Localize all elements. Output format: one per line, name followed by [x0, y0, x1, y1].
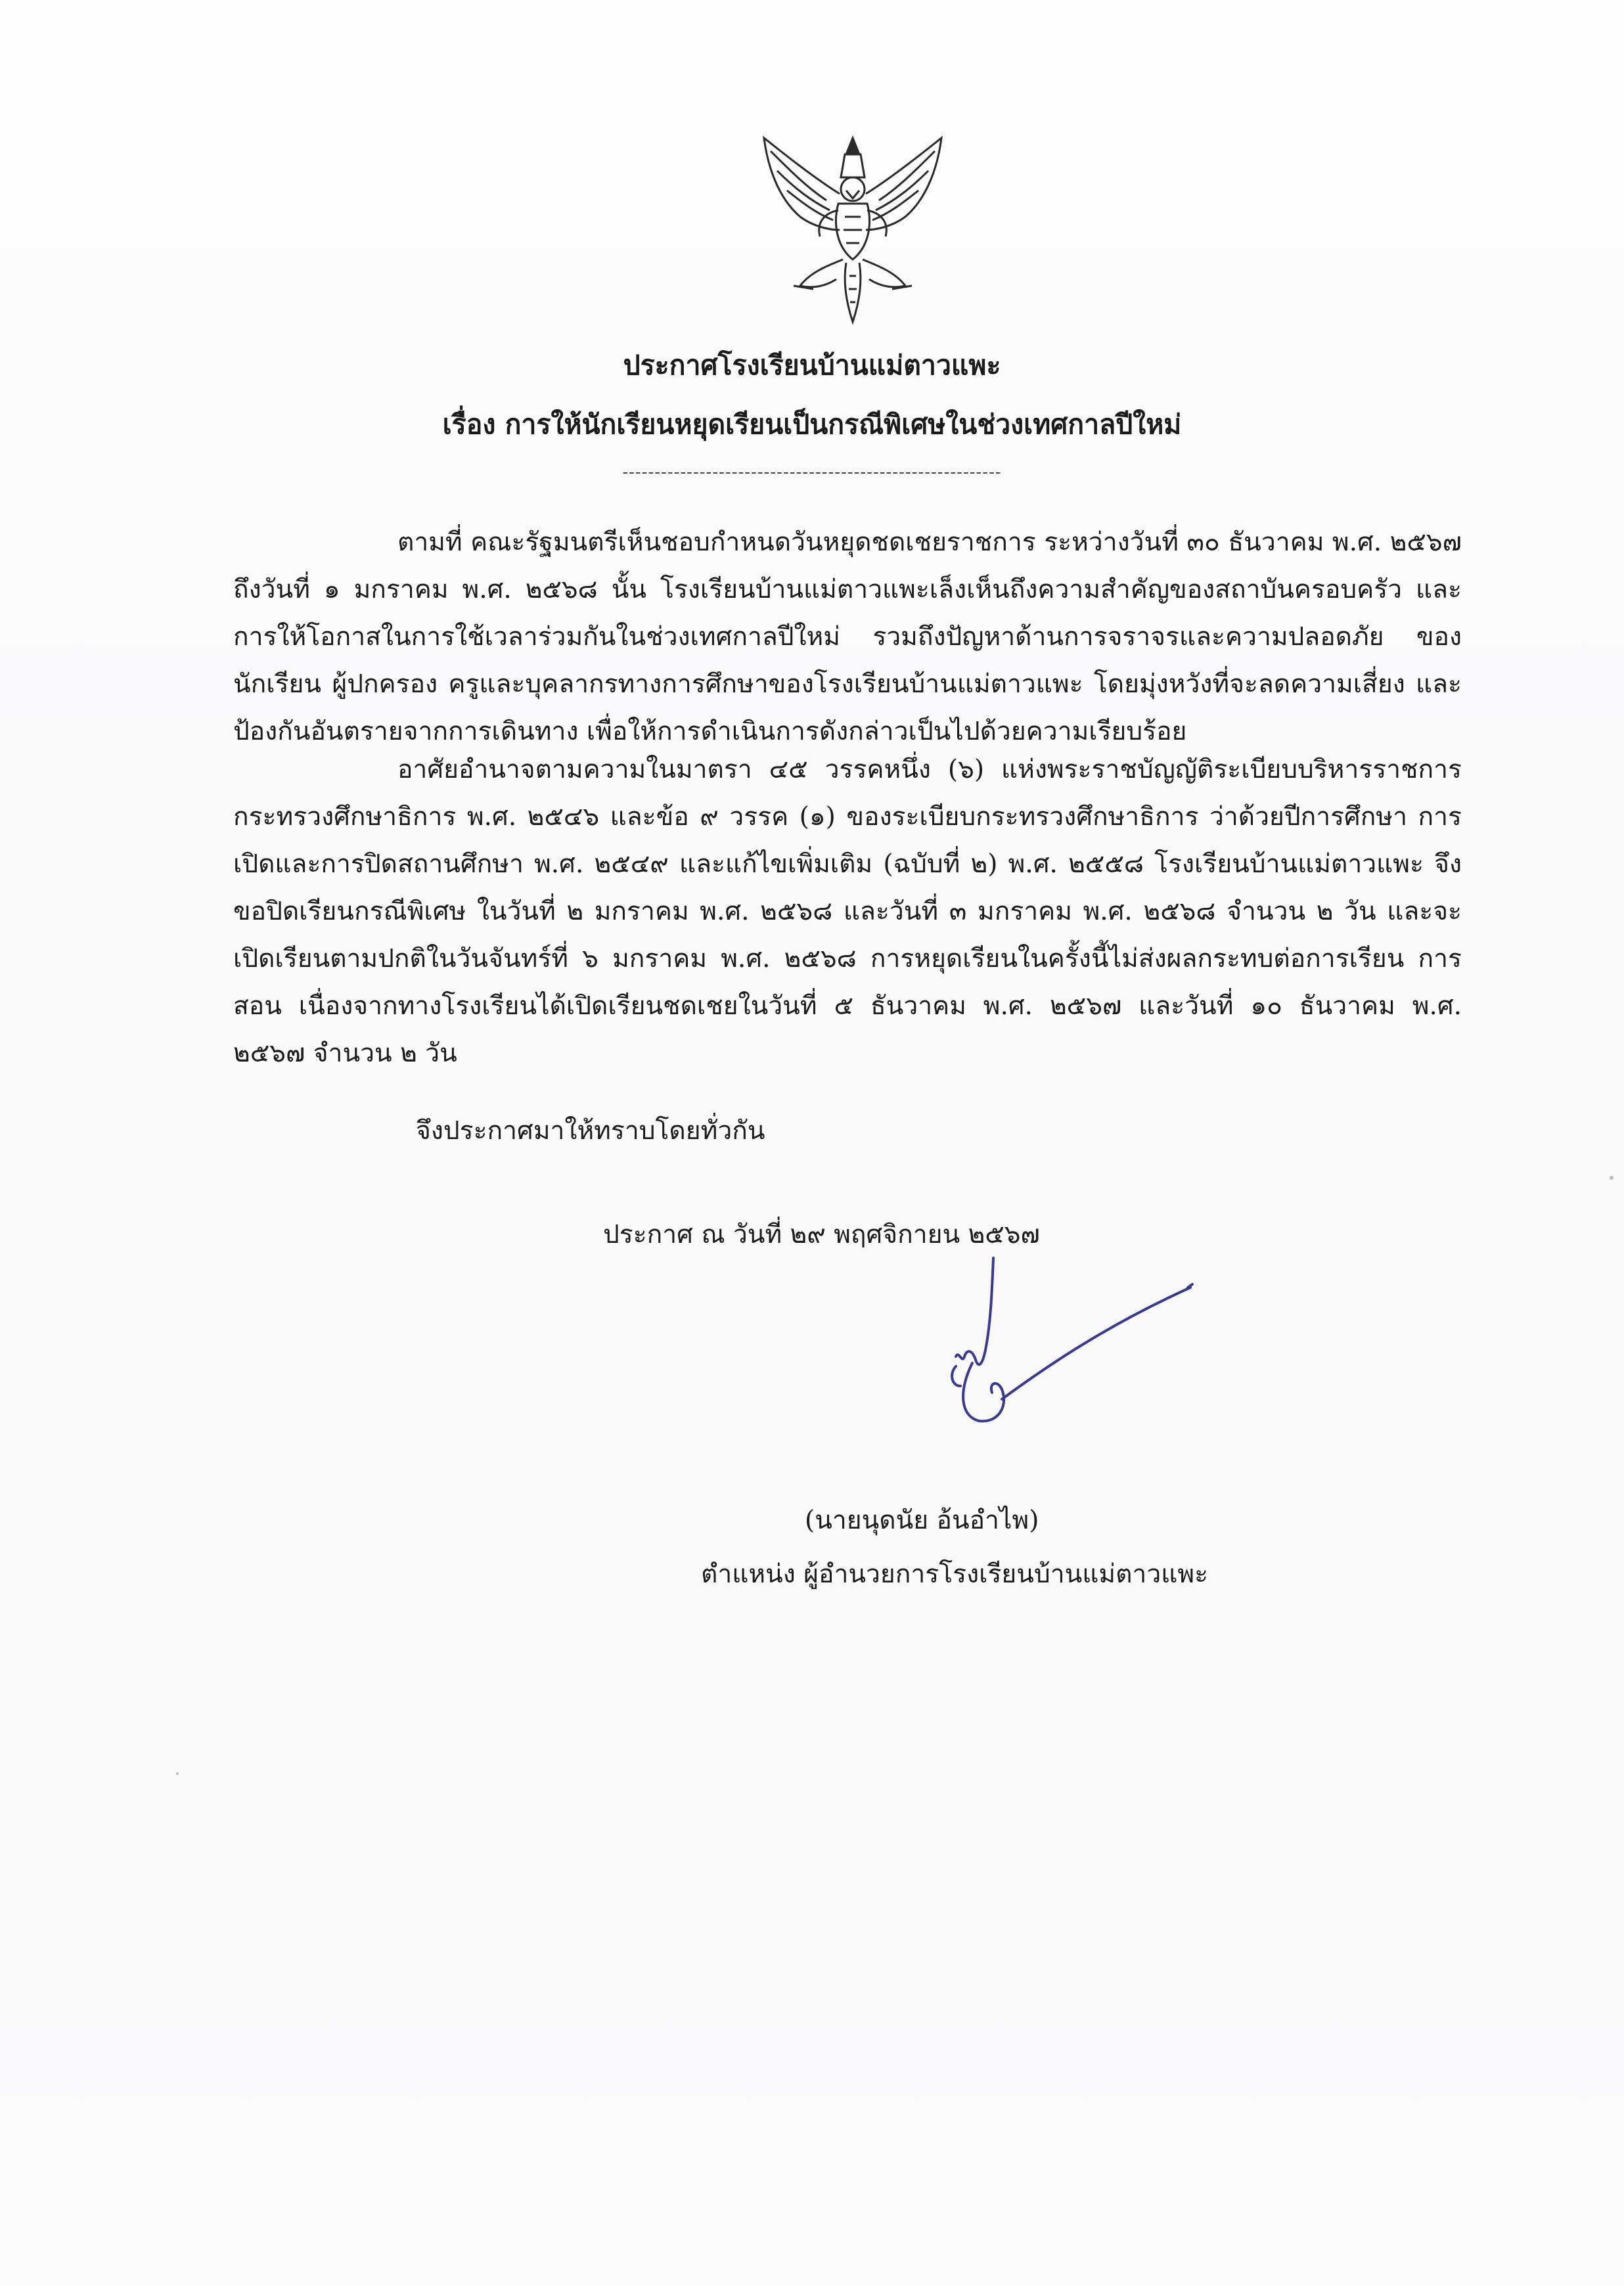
signer-position: ตำแหน่ง ผู้อำนวยการโรงเรียนบ้านแม่ตาวแพะ: [701, 1559, 1209, 1589]
garuda-emblem-icon: [754, 125, 951, 328]
paper-speck: [1610, 1176, 1613, 1180]
separator-line: -----------------------------------------------------------: [622, 462, 1002, 482]
body-paragraph-1: ตามที่ คณะรัฐมนตรีเห็นชอบกำหนดวันหยุดชดเชยราชการ ระหว่างวันที่ ๓๐ ธันวาคม พ.ศ. ๒๕๖๗ ถึงวันที่ ๑ มกราคม พ.ศ. ๒๕๖๘ นั้น โรงเรียนบ้านแม่ตาวแพะเล็งเห็นถึงความสำคัญของสถาบันครอบครัว และการให้โอกาสในการใช้เวลาร่วมกันในช่วงเทศกาลปีใหม่ รวมถึงปัญหาด้านการจราจรและความปลอดภัย ของนักเรียน ผู้ปกครอง ครูและบุคลากรทางการศึกษาของโรงเรียนบ้านแม่ตาวแพะ โดยมุ่งหวังที่จะลดความเสี่ยง และป้องกันอันตรายจากการเดินทาง เพื่อให้การดำเนินการดังกล่าวเป็นไปด้วยความเรียบร้อย: [233, 527, 1462, 746]
signer-name: (นายนุดนัย อ้นอำไพ): [805, 1506, 1039, 1535]
handwritten-signature: [893, 1251, 1202, 1468]
announcement-title: ประกาศโรงเรียนบ้านแม่ตาวแพะ: [623, 349, 1001, 381]
closing-statement: จึงประกาศมาให้ทราบโดยทั่วกัน: [416, 1116, 765, 1146]
body-paragraph-2: อาศัยอำนาจตามความในมาตรา ๔๕ วรรคหนึ่ง (๖) แห่งพระราชบัญญัติระเบียบบริหารราชการ กระทรวงศึกษาธิการ พ.ศ. ๒๕๔๖ และข้อ ๙ วรรค (๑) ของระเบียบกระทรวงศึกษาธิการ ว่าด้วยปีการศึกษา การเปิดและการปิดสถานศึกษา พ.ศ. ๒๕๔๙ และแก้ไขเพิ่มเติม (ฉบับที่ ๒) พ.ศ. ๒๕๕๘ โรงเรียนบ้านแม่ตาวแพะ จึงขอปิดเรียนกรณีพิเศษ ในวันที่ ๒ มกราคม พ.ศ. ๒๕๖๘ และวันที่ ๓ มกราคม พ.ศ. ๒๕๖๘ จำนวน ๒ วัน และจะเปิดเรียนตามปกติในวันจันทร์ที่ ๖ มกราคม พ.ศ. ๒๕๖๘ การหยุดเรียนในครั้งนี้ไม่ส่งผลกระทบต่อการเรียน การสอน เนื่องจากทางโรงเรียนได้เปิดเรียนชดเชยในวันที่ ๕ ธันวาคม พ.ศ. ๒๕๖๗ และวันที่ ๑๐ ธันวาคม พ.ศ. ๒๕๖๗ จำนวน ๒ วัน: [233, 755, 1462, 1068]
announcement-subject: เรื่อง การให้นักเรียนหยุดเรียนเป็นกรณีพิเศษในช่วงเทศกาลปีใหม่: [442, 409, 1182, 440]
announcement-date: ประกาศ ณ วันที่ ๒๙ พฤศจิกายน ๒๕๖๗: [603, 1220, 1040, 1249]
paper-speck: [176, 1772, 179, 1775]
